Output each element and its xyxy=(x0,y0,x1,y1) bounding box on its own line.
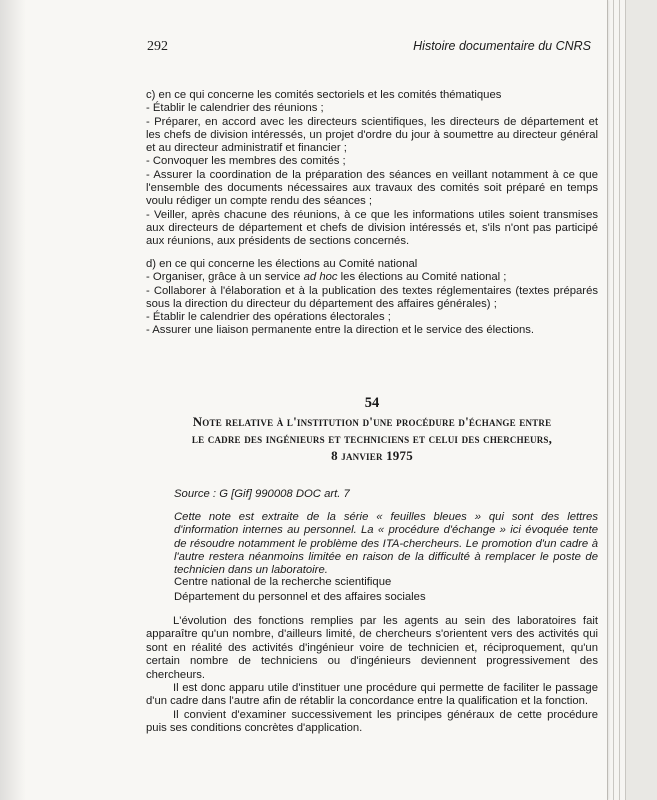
document-heading xyxy=(146,394,598,464)
page-number: 292 xyxy=(147,39,168,54)
section-d xyxy=(146,258,598,338)
list-item: - Collaborer à l'élaboration et à la publication des textes réglementaires (textes préparés sous la direction du directeur du département des affaires générales) ; xyxy=(146,284,598,310)
document-body xyxy=(146,615,598,736)
list-item: - Établir le calendrier des opérations électorales ; xyxy=(146,311,391,324)
editorial-note: Cette note est extraite de la série « feuilles bleues » qui sont des lettres d'information internes au personnel. La « procédure d'échange » ici évoquée tente de résoudre notamment le problème des ITA-chercheurs. Le promotion d'un cadre à l'autre restera néanmoins limitée en raison de la difficulté à remplacer le poste de technicien dans un laboratoire. xyxy=(174,511,598,577)
document-number: 54 xyxy=(364,395,380,411)
list-item: - Veiller, après chacune des réunions, à ce que les informations utiles soient transmises aux directeurs de département et chefs de division intéressés et, s'ils n'ont pas participé aux réunions, aux présidents de sections concernés. xyxy=(146,208,598,248)
document-date: 8 janvier 1975 xyxy=(331,448,413,463)
running-title: Histoire documentaire du CNRS xyxy=(413,39,591,53)
list-item: - Établir le calendrier des réunions ; xyxy=(146,102,324,115)
body-paragraph: Il convient d'examiner successivement les principes généraux de cette procédure puis ses conditions concrètes d'application. xyxy=(146,708,598,735)
list-item: - Assurer la coordination de la préparation des séances en veillant notamment à ce que l'ensemble des documents nécessaires aux travaux des comités soit préparé en temps voulu rédiger un compte rendu des séances ; xyxy=(146,168,598,208)
section-c xyxy=(146,89,598,249)
section-d-intro: d) en ce qui concerne les élections au Comité national xyxy=(146,258,418,270)
list-item-text: - Organiser, grâce à un service xyxy=(146,271,304,284)
list-item: - Convoquer les membres des comités ; xyxy=(146,155,346,168)
page-spine-shadow xyxy=(0,0,26,800)
list-item-text: les élections au Comité national ; xyxy=(337,271,507,284)
document-source: Source : G [Gif] 990008 DOC art. 7 xyxy=(174,488,350,500)
sender-line-2: Département du personnel et des affaires sociales xyxy=(174,591,426,603)
list-item xyxy=(146,271,598,284)
list-item: - Préparer, en accord avec les directeurs scientifiques, les directeurs de département et les chefs de division intéressés, un projet d'ordre du jour à soumettre au directeur général et au directeur administratif et financier ; xyxy=(146,115,598,155)
list-item-italic: ad hoc xyxy=(303,271,338,284)
body-paragraph: Il est donc apparu utile d'instituer une procédure qui permette de faciliter le passage d'un cadre dans l'autre afin de rétablir la concordance entre la qualification et la fonction. xyxy=(146,682,598,708)
sender-block xyxy=(174,575,426,605)
section-c-intro: c) en ce qui concerne les comités sectoriels et les comités thématiques xyxy=(146,89,502,101)
document-title-line-1: Note relative à l'institution d'une procédure d'échange entre xyxy=(192,414,552,429)
sender-line-1: Centre national de la recherche scientifique xyxy=(174,576,392,588)
body-paragraph: L'évolution des fonctions remplies par les agents au sein des laboratoires fait apparaître qu'un nombre, d'ailleurs limité, de chercheurs s'orientent vers des activités qui sont en réalité des activités d'ingénieur voire de technicien et, réciproquement, qu'un certain nombre de techniciens ou d'ingénieurs deviennent progressivement des chercheurs. xyxy=(146,615,598,681)
document-title-line-2: le cadre des ingénieurs et techniciens et celui des chercheurs, xyxy=(191,431,553,446)
list-item: - Assurer une liaison permanente entre la direction et le service des élections. xyxy=(146,324,535,337)
